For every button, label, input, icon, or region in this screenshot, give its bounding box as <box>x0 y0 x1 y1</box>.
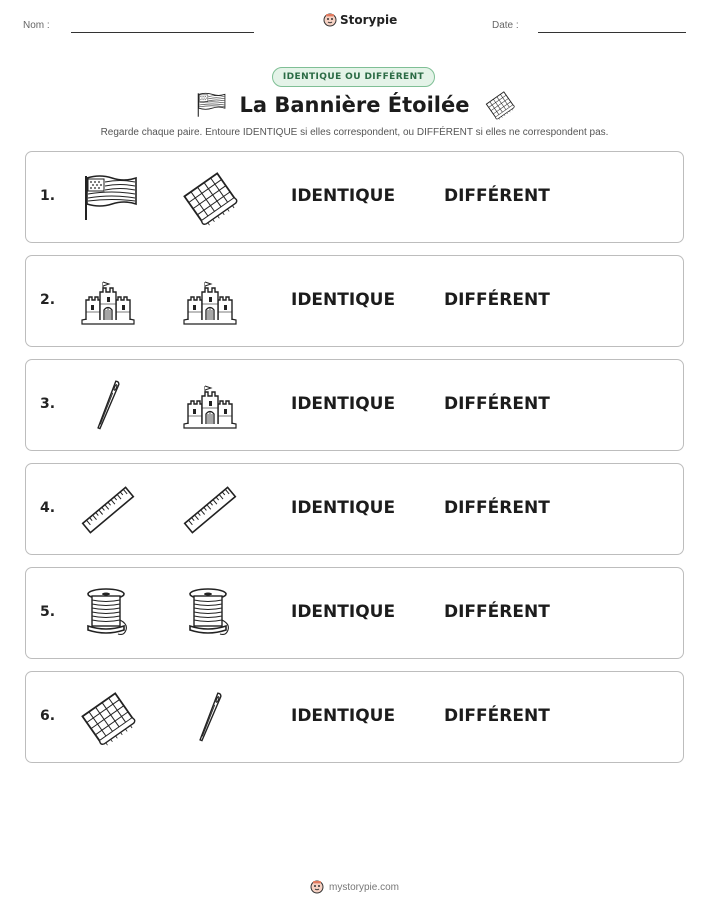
exercise-row <box>25 463 684 555</box>
row-number: 1. <box>40 188 56 204</box>
name-line[interactable] <box>71 32 254 33</box>
row-number: 4. <box>40 500 56 516</box>
exercise-row <box>25 255 684 347</box>
row-number: 5. <box>40 604 56 620</box>
date-label: Date : <box>492 20 519 31</box>
ruler-icon <box>180 482 240 538</box>
ruler-icon <box>78 482 138 538</box>
instructions: Regarde chaque paire. Entoure IDENTIQUE si elles correspondent, ou DIFFÉRENT si elles ne correspondent pas. <box>100 127 609 138</box>
identique-option[interactable]: IDENTIQUE <box>291 394 396 414</box>
flag-icon <box>78 170 138 226</box>
different-option[interactable]: DIFFÉRENT <box>444 602 550 622</box>
different-option[interactable]: DIFFÉRENT <box>444 706 550 726</box>
spool-icon <box>78 586 138 642</box>
exercise-row <box>25 151 684 243</box>
footer-site: mystorypie.com <box>328 881 399 893</box>
exercise-row <box>25 567 684 659</box>
brand-name: Storypie <box>340 13 398 27</box>
title-row <box>0 90 709 120</box>
brand-logo <box>323 13 397 27</box>
storypie-icon <box>323 13 337 27</box>
different-option[interactable]: DIFFÉRENT <box>444 394 550 414</box>
activity-badge: IDENTIQUE OU DIFFÉRENT <box>272 67 435 87</box>
quilt-icon <box>180 170 240 226</box>
date-line[interactable] <box>538 32 686 33</box>
page-title: La Bannière Étoilée <box>239 93 470 117</box>
identique-option[interactable]: IDENTIQUE <box>291 186 396 206</box>
identique-option[interactable]: IDENTIQUE <box>291 706 396 726</box>
row-number: 3. <box>40 396 56 412</box>
different-option[interactable]: DIFFÉRENT <box>444 290 550 310</box>
castle-icon <box>180 378 240 434</box>
name-label: Nom : <box>23 20 50 31</box>
needle-icon <box>78 378 138 434</box>
needle-icon <box>180 690 240 746</box>
different-option[interactable]: DIFFÉRENT <box>444 186 550 206</box>
exercise-row <box>25 359 684 451</box>
identique-option[interactable]: IDENTIQUE <box>291 498 396 518</box>
different-option[interactable]: DIFFÉRENT <box>444 498 550 518</box>
row-number: 6. <box>40 708 56 724</box>
quilt-icon <box>484 90 516 120</box>
quilt-icon <box>78 690 138 746</box>
storypie-icon <box>310 880 324 894</box>
flag-icon <box>194 90 226 120</box>
castle-icon <box>180 274 240 330</box>
exercise-row <box>25 671 684 763</box>
spool-icon <box>180 586 240 642</box>
identique-option[interactable]: IDENTIQUE <box>291 602 396 622</box>
row-number: 2. <box>40 292 56 308</box>
footer <box>0 880 709 894</box>
castle-icon <box>78 274 138 330</box>
identique-option[interactable]: IDENTIQUE <box>291 290 396 310</box>
